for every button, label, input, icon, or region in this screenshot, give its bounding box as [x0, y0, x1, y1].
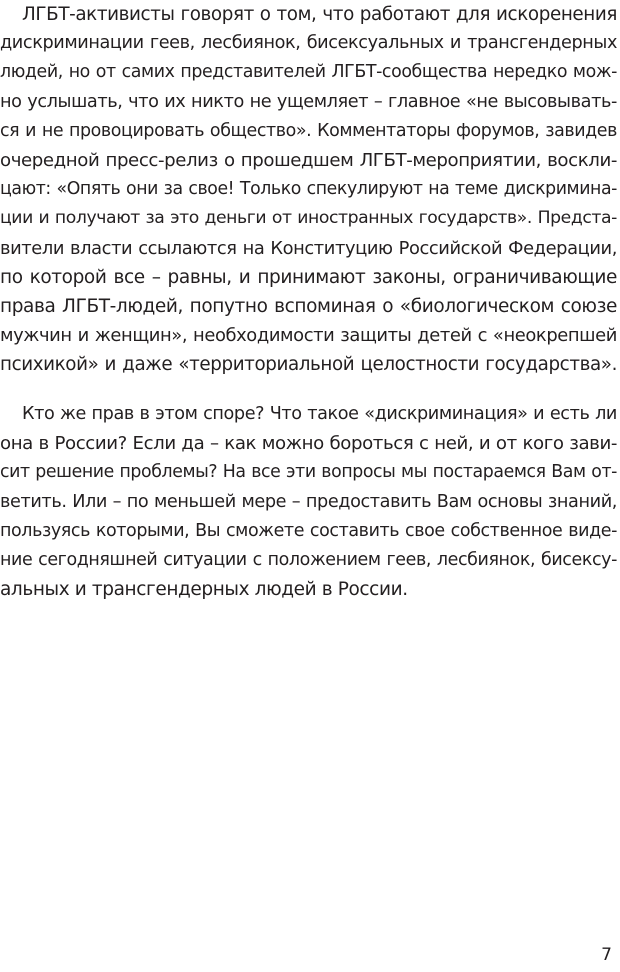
- text-line: мужчин и женщин», необходимости защиты детей с «неокрепшей: [0, 325, 617, 347]
- text-line: ЛГБТ-активисты говорят о том, что работают для искоренения: [22, 4, 617, 25]
- text-line: ветить. Или – по меньшей мере – предоставить Вам основы знаний,: [0, 491, 617, 512]
- text-line: альных и трансгендерных людей в России.: [0, 579, 408, 601]
- text-line: пользуясь которыми, Вы сможете составить свое собственное виде-: [0, 520, 617, 541]
- text-line: права ЛГБТ-людей, попутно вспоминая о «биологическом союзе: [0, 295, 617, 317]
- text-line: она в России? Если да – как можно бороться с ней, и от кого зави-: [0, 433, 617, 455]
- text-line: ние сегодняшней ситуации с положением геев, лесбиянок, бисексу-: [0, 549, 617, 570]
- text-line: дискриминации геев, лесбиянок, бисексуальных и трансгендерных: [0, 33, 617, 54]
- paragraph-2: [0, 400, 617, 604]
- text-line: ции и получают за это деньги от иностранных государств». Предста-: [0, 208, 617, 229]
- page-number: 7: [601, 945, 612, 965]
- text-line: психикой» и даже «территориальной целостности государства».: [0, 354, 617, 376]
- paragraph-1: [0, 0, 617, 379]
- text-line: по которой все – равны, и принимают законы, ограничивающие: [0, 266, 617, 288]
- text-line: очередной пресс-релиз о прошедшем ЛГБТ-мероприятии, воскли-: [0, 149, 617, 171]
- text-line: людей, но от самих представителей ЛГБТ-сообщества нередко мож-: [0, 62, 617, 83]
- text-line: Кто же прав в этом споре? Что такое «дискриминация» и есть ли: [22, 404, 617, 424]
- text-line: сит решение проблемы? На все эти вопросы мы постараемся Вам от-: [0, 462, 617, 483]
- text-line: ся и не провоцировать общество». Комментаторы форумов, завидев: [0, 120, 617, 141]
- text-line: но услышать, что их никто не ущемляет – главное «не высовывать-: [0, 91, 617, 112]
- text-line: цают: «Опять они за свое! Только спекулируют на теме дискримина-: [0, 179, 617, 200]
- text-line: вители власти ссылаются на Конституцию Российской Федерации,: [0, 237, 617, 259]
